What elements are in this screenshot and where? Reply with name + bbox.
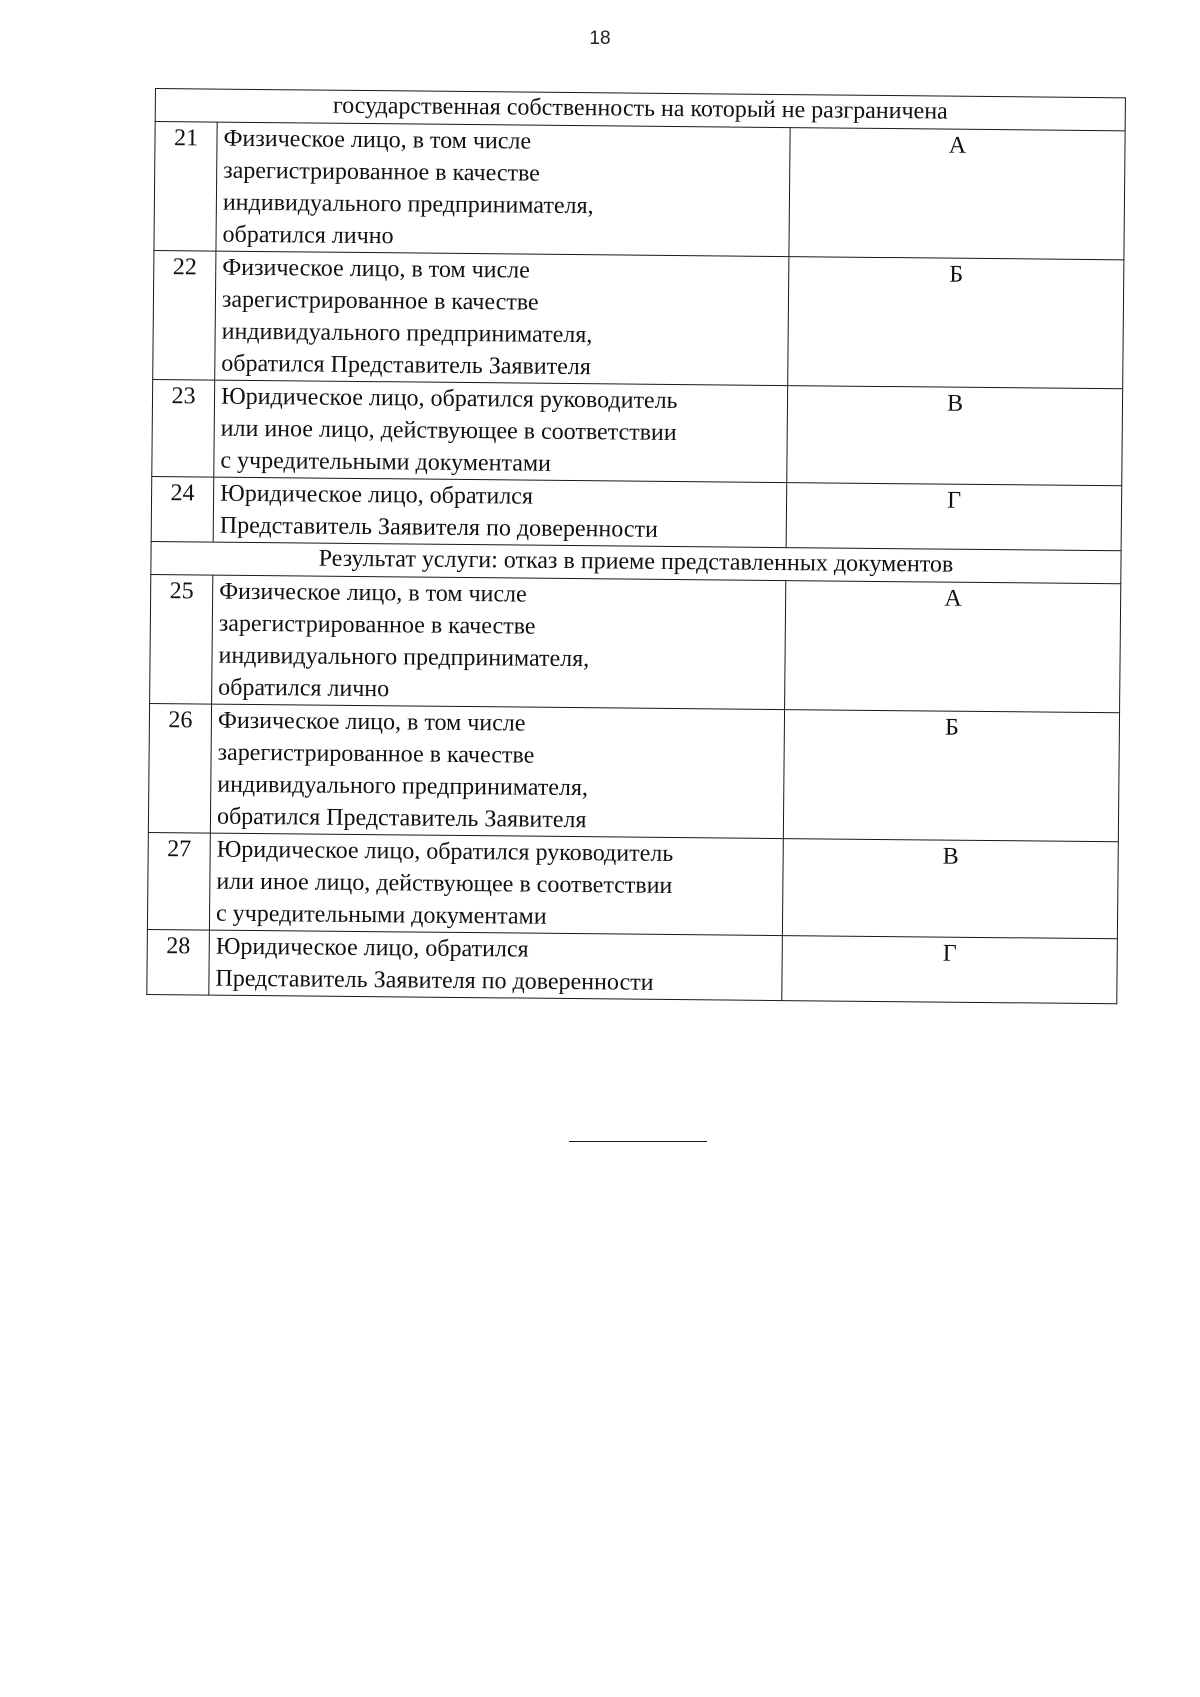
description-line: Юридическое лицо, обратился — [215, 933, 529, 963]
description-line: Физическое лицо, в том числе — [217, 707, 526, 737]
document-table-wrapper — [146, 88, 1125, 1004]
table-row — [151, 476, 1122, 550]
description-line: Физическое лицо, в том числе — [219, 578, 527, 608]
row-number: 28 — [147, 929, 210, 995]
section-title: Результат услуги: отказ в приеме представленных документов — [151, 541, 1121, 583]
variant-code: В — [782, 839, 1118, 939]
description-line: зарегистрированное в качестве — [221, 286, 539, 316]
table-row — [148, 703, 1119, 841]
table-row — [152, 379, 1123, 485]
row-number: 25 — [150, 574, 213, 704]
description-line: индивидуального предпринимателя, — [217, 771, 589, 802]
description-line: Физическое лицо, в том числе — [222, 254, 530, 284]
end-of-document-rule — [569, 1141, 707, 1142]
description-line: с учредительными документами — [215, 900, 547, 930]
applicant-description — [209, 930, 783, 1000]
description-line: индивидуального предпринимателя, — [222, 189, 594, 220]
variant-code: Б — [788, 257, 1124, 389]
table-row — [147, 832, 1118, 938]
description-line: обратился Представитель Заявителя — [216, 803, 587, 834]
table-row — [154, 122, 1125, 260]
description-line: Представитель Заявителя по доверенности — [219, 512, 658, 543]
description-line: обратился лично — [222, 221, 394, 250]
row-number: 24 — [151, 476, 214, 542]
description-line: или иное лицо, действующее в соответствии — [220, 415, 677, 447]
row-number: 26 — [148, 703, 211, 833]
variant-code: Б — [783, 710, 1119, 842]
applicant-description — [214, 380, 788, 482]
variant-code: А — [785, 581, 1121, 713]
description-line: Представитель Заявителя по доверенности — [215, 965, 654, 996]
row-number: 23 — [152, 379, 215, 477]
description-line: зарегистрированное в качестве — [217, 739, 535, 769]
row-number: 22 — [153, 250, 216, 380]
table-row — [150, 574, 1121, 712]
description-line: индивидуального предпринимателя, — [218, 642, 590, 673]
description-line: Юридическое лицо, обратился руководитель — [216, 836, 674, 868]
applicant-description — [210, 704, 784, 838]
table-row — [153, 250, 1124, 388]
description-line: обратился Представитель Заявителя — [221, 350, 591, 381]
table-row — [147, 929, 1118, 1003]
variant-code: В — [787, 386, 1123, 486]
section-title: государственная собственность на который не разграничена — [155, 89, 1125, 131]
applicant-description — [212, 575, 786, 709]
applicant-description — [215, 251, 789, 385]
row-number: 27 — [147, 832, 210, 930]
page-number: 18 — [589, 28, 611, 49]
description-line: или иное лицо, действующее в соответствии — [216, 868, 673, 900]
description-line: с учредительными документами — [220, 447, 552, 477]
description-line: обратился лично — [218, 674, 390, 703]
applicant-description — [213, 477, 787, 547]
row-number: 21 — [154, 122, 217, 252]
description-line: индивидуального предпринимателя, — [221, 318, 593, 349]
description-line: зарегистрированное в качестве — [218, 610, 536, 640]
variant-code: Г — [786, 483, 1122, 551]
applicant-variants-table — [146, 88, 1126, 1004]
variant-code: А — [789, 128, 1125, 260]
applicant-description — [209, 833, 783, 935]
applicant-description — [216, 122, 790, 256]
description-line: Юридическое лицо, обратился руководитель — [220, 383, 678, 415]
variant-code: Г — [782, 936, 1118, 1004]
description-line: зарегистрированное в качестве — [223, 157, 541, 187]
description-line: Юридическое лицо, обратился — [219, 480, 534, 510]
description-line: Физическое лицо, в том числе — [223, 125, 532, 155]
